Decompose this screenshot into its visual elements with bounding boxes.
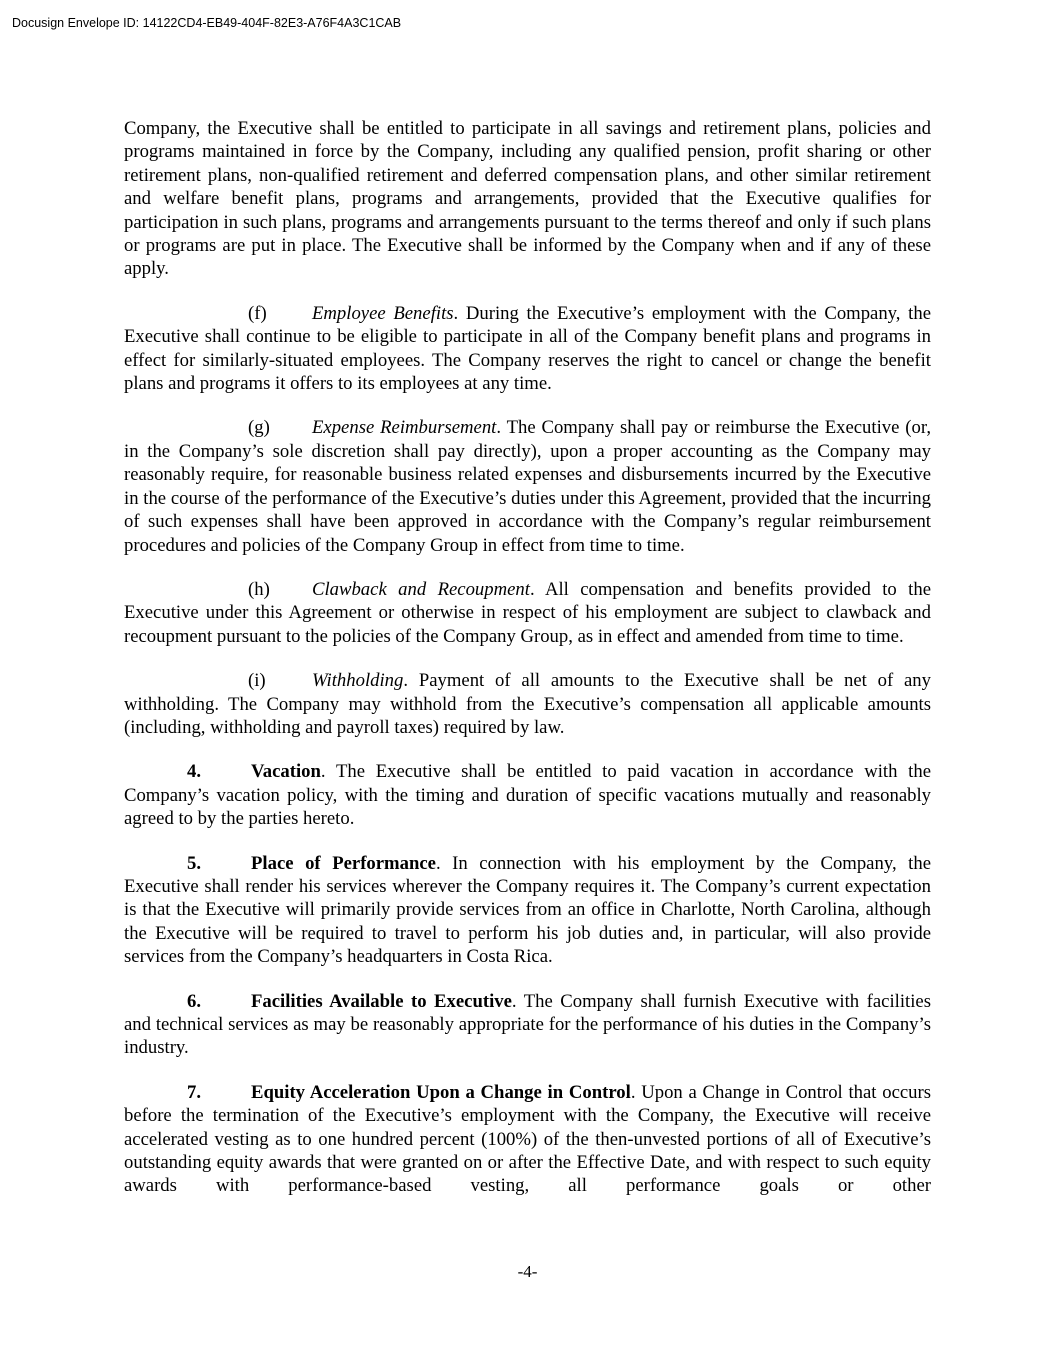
- envelope-id-header: Docusign Envelope ID: 14122CD4-EB49-404F-82E3-A76F4A3C1CAB: [12, 16, 402, 30]
- subsection-text: . Payment of all amounts to the Executive shall be net of any withholding. The Company may withhold from the Executive’s compensation all applicable amounts (including, withholding and payroll taxes) required by law.: [124, 670, 931, 738]
- section-4: [124, 760, 931, 830]
- section-text: . In connection with his employment by the Company, the Executive shall render his services wherever the Company requires it. The Company’s current expectation is that the Executive will primarily provide services from an office in Charlotte, North Carolina, although the Executive will be required to travel to perform his job duties and, in particular, will also provide services from the Company’s headquarters in Costa Rica.: [124, 852, 931, 968]
- subsection-label: (h): [248, 578, 270, 600]
- section-6: [124, 990, 931, 1060]
- subsection-h: [124, 578, 931, 648]
- section-text: . The Executive shall be entitled to paid vacation in accordance with the Company’s vacation policy, with the timing and duration of specific vacations mutually and reasonably agreed to by the parties hereto.: [124, 761, 931, 830]
- page-number: -4-: [517, 1262, 538, 1281]
- section-5: [124, 852, 931, 969]
- section-title: Vacation: [251, 761, 321, 783]
- intro-paragraph: Company, the Executive shall be entitled to participate in all savings and retirement plans, policies and programs maintained in force by the Company, including any qualified pension, profit sharing or other retirement plans, non-qualified retirement and deferred compensation plans, and other similar retirement and welfare benefit plans, programs and arrangements, provided that the Executive qualifies for participation in such plans, programs and arrangements pursuant to the terms thereof and only if such plans or programs are put in place. The Executive shall be informed by the Company when and if any of these apply.: [124, 118, 931, 280]
- subsection-title: Withholding: [312, 670, 404, 692]
- subsection-title: Expense Reimbursement: [312, 417, 497, 439]
- section-title: Facilities Available to Executive: [251, 990, 512, 1012]
- section-text: . Upon a Change in Control that occurs before the termination of the Executive’s employment with the Company, the Executive will receive accelerated vesting as to one hundred percent (100%) of the then-unvested portions of all of Executive’s outstanding equity awards that were granted on or after the Effective Date, and with respect to such equity awards with performance-based vesting, all performance goals or other: [124, 1081, 931, 1197]
- subsection-text: . The Company shall pay or reimburse the Executive (or, in the Company’s sole discretion shall pay directly), upon a proper accounting as the Company may reasonably require, for reasonable business related expenses and disbursements incurred by the Executive in the course of the performance of the Executive’s duties under this Agreement, provided that the incurring of such expenses shall have been approved in accordance with the Company’s regular reimbursement procedures and policies of the Company Group in effect from time to time.: [124, 417, 931, 556]
- section-text: . The Company shall furnish Executive with facilities and technical services as may be reasonably appropriate for the performance of his duties in the Company’s industry.: [124, 990, 931, 1059]
- subsection-f: [124, 302, 931, 396]
- section-title: Place of Performance: [251, 852, 436, 874]
- section-7: [124, 1081, 931, 1198]
- section-title: Equity Acceleration Upon a Change in Control: [251, 1081, 631, 1103]
- section-number: 6.: [187, 990, 202, 1012]
- subsection-label: (g): [248, 417, 270, 439]
- subsection-title: Employee Benefits: [312, 302, 454, 324]
- subsection-label: (f): [248, 302, 267, 324]
- subsection-i: [124, 669, 931, 739]
- document-body: [124, 117, 931, 1219]
- section-number: 4.: [187, 761, 202, 783]
- subsection-g: [124, 416, 931, 556]
- subsection-label: (i): [248, 670, 266, 692]
- section-number: 5.: [187, 852, 202, 874]
- section-number: 7.: [187, 1081, 202, 1103]
- subsection-text: . All compensation and benefits provided to the Executive under this Agreement or otherwise in respect of his employment are subject to clawback and recoupment pursuant to the policies of the Company Group, as in effect and amended from time to time.: [124, 578, 931, 647]
- subsection-title: Clawback and Recoupment: [312, 578, 530, 600]
- subsection-text: . During the Executive’s employment with the Company, the Executive shall continue to be eligible to participate in all of the Company benefit plans and programs in effect for similarly-situated employees. The Company reserves the right to cancel or change the benefit plans and programs it offers to its employees at any time.: [124, 302, 931, 395]
